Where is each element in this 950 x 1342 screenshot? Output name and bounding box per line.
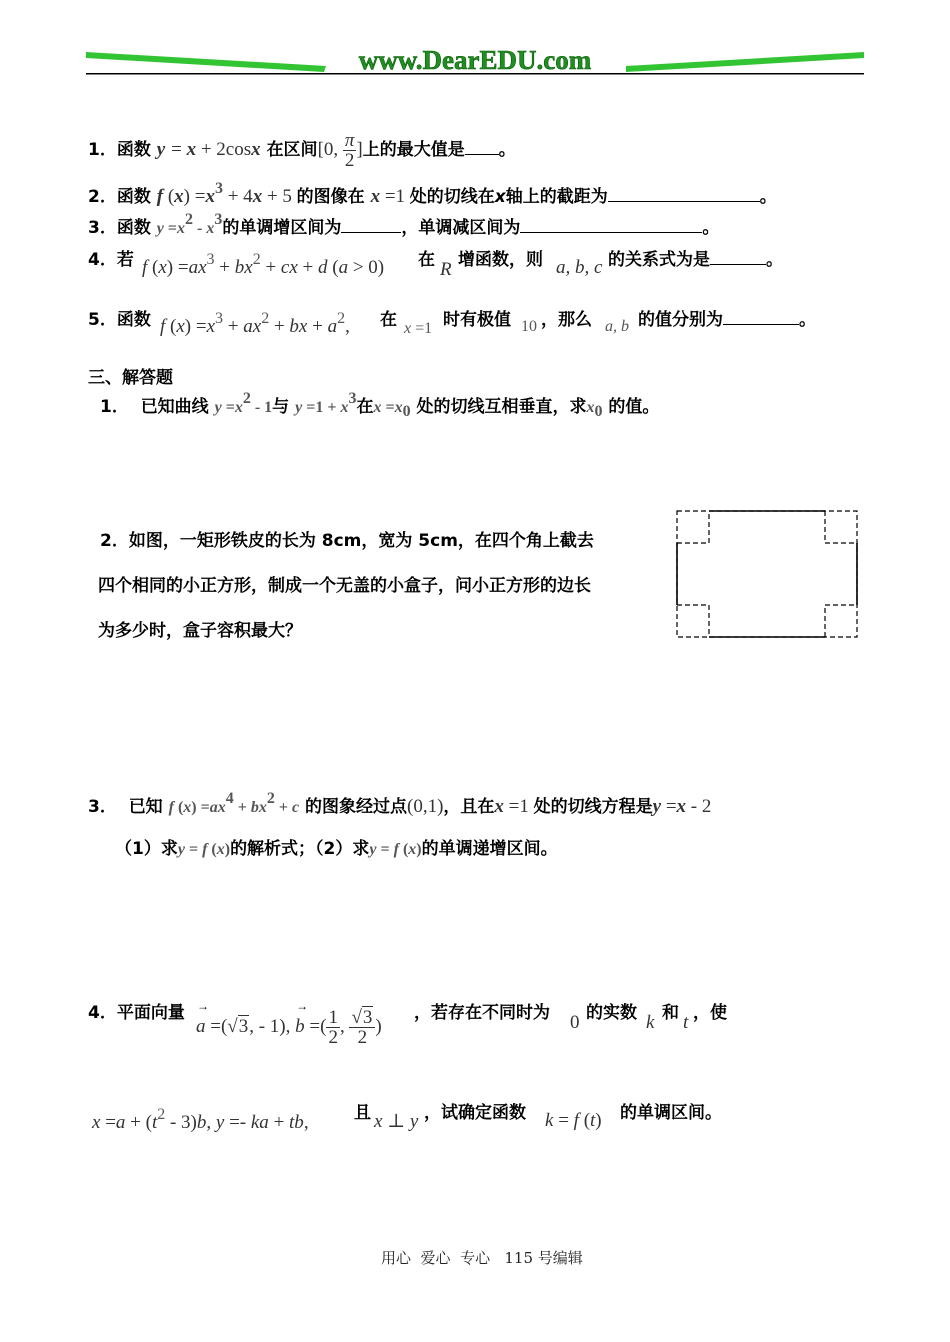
problem-4-k: k bbox=[646, 1012, 655, 1033]
header-swoosh-left bbox=[86, 52, 326, 72]
header-site-logo: www.DearEDU.com bbox=[358, 45, 592, 75]
answer-blank[interactable] bbox=[341, 217, 401, 233]
problem-4-text-b: 的实数 bbox=[586, 1003, 637, 1023]
problem-4-xy-def: $x =a + (t^2 - 3)b$, y =- ka + tb, bbox=[92, 1106, 309, 1133]
answer-blank[interactable] bbox=[465, 139, 499, 155]
corner-square-tr bbox=[825, 511, 857, 543]
question-2: 2．函数 f $(x) =x^3 + 4x + 5$ 的图像在 x =1 处的切线在x轴上的截距为 。 bbox=[88, 180, 777, 207]
question-4-text-c: 的关系式为是 。 bbox=[608, 250, 783, 270]
problem-4-text-g: 的单调区间。 bbox=[620, 1103, 722, 1123]
question-5-ab: a, b bbox=[605, 318, 629, 335]
problem-4-kft: k = f (t) bbox=[545, 1110, 602, 1131]
sheet-outline bbox=[677, 511, 857, 637]
section-title: 三、解答题 bbox=[88, 368, 173, 388]
problem-4-label: 4．平面向量 bbox=[88, 1003, 185, 1023]
question-4-text-b: 增函数，则 bbox=[458, 250, 543, 270]
box-diagram bbox=[675, 509, 861, 641]
question-5-label: 5．函数 bbox=[88, 310, 151, 330]
question-4-formula: f $(x) =ax^3 + bx^2$ + cx + d (a > 0) bbox=[142, 251, 385, 278]
question-5-text-b: 时有极值 bbox=[443, 310, 511, 330]
problem-3: 3． 已知 f $(x) =ax^4 + bx^2 + c$ 的图象经过点(0,1)，且在x =1 处的切线方程是y =x - 2 bbox=[88, 790, 712, 817]
answer-blank[interactable] bbox=[710, 249, 766, 265]
problem-4-text-c: 和 bbox=[662, 1003, 679, 1023]
question-4-text-a: 在 bbox=[418, 250, 435, 270]
question-4-abc: a, b, c bbox=[556, 257, 603, 278]
question-4-label: 4．若 bbox=[88, 250, 134, 270]
problem-1: 1． 已知曲线 $y =x^2 - 1$与 $y =1 + x^3$在$x =x_0$ 处的切线互相垂直，求$x_0$ 的值。 bbox=[100, 390, 660, 420]
problem-4-vectors: → a =(√3, - 1), → b =( $\frac{1}{2}$ , $\frac{√3}{2}$ ) bbox=[196, 1008, 382, 1047]
answer-blank[interactable] bbox=[608, 186, 760, 202]
question-5-formula: f $(x) =x^3 + ax^2$ + bx + $a^2$, bbox=[160, 310, 350, 337]
problem-4-text-e: 且 bbox=[354, 1103, 371, 1123]
question-5-x1: x =1 bbox=[404, 320, 433, 337]
header-swoosh-right bbox=[626, 52, 864, 72]
problem-4-zero: 0 bbox=[570, 1012, 580, 1033]
question-5-text-d: 的值分别为 。 bbox=[638, 310, 816, 330]
question-4-R: R bbox=[440, 259, 452, 280]
problem-4-text-d: ，使 bbox=[693, 1003, 727, 1023]
problem-2-line-1: 2．如图，一矩形铁皮的长为 8cm，宽为 5cm，在四个角上截去 bbox=[100, 531, 594, 551]
problem-4-perp: x ⊥ y bbox=[374, 1111, 419, 1132]
problem-2-line-3: 为多少时，盒子容积最大？ bbox=[98, 621, 302, 641]
header-banner bbox=[86, 44, 866, 80]
question-5-text-a: 在 bbox=[380, 310, 397, 330]
question-1: 1．函数 y = x + 2cosx 在区间[0, $\frac{\pi}{2}$ ]上的最大值是 。 bbox=[88, 129, 516, 171]
question-5-ten: 10 bbox=[521, 318, 537, 335]
question-3: 3．函数 $y =x^2 - x^3$的单调增区间为 ，单调减区间为 。 bbox=[88, 211, 720, 238]
problem-2-line-2: 四个相同的小正方形，制成一个无盖的小盒子，问小正方形的边长 bbox=[98, 576, 591, 596]
problem-4-text-a: ，若存在不同时为 bbox=[414, 1003, 550, 1023]
problem-4-text-f: ，试确定函数 bbox=[424, 1103, 526, 1123]
question-5-text-c: ，那么 bbox=[541, 310, 592, 330]
corner-square-tl bbox=[677, 511, 709, 543]
corner-square-bl bbox=[677, 605, 709, 637]
answer-blank[interactable] bbox=[520, 217, 702, 233]
problem-4-t: t bbox=[683, 1012, 689, 1033]
problem-3-sub: （1）求y = f (x)的解析式；（2）求y = f (x)的单调递增区间。 bbox=[115, 839, 558, 859]
answer-blank[interactable] bbox=[723, 309, 799, 325]
page-footer: 用心 爱心 专心 115 号编辑 bbox=[381, 1249, 583, 1267]
corner-square-br bbox=[825, 605, 857, 637]
